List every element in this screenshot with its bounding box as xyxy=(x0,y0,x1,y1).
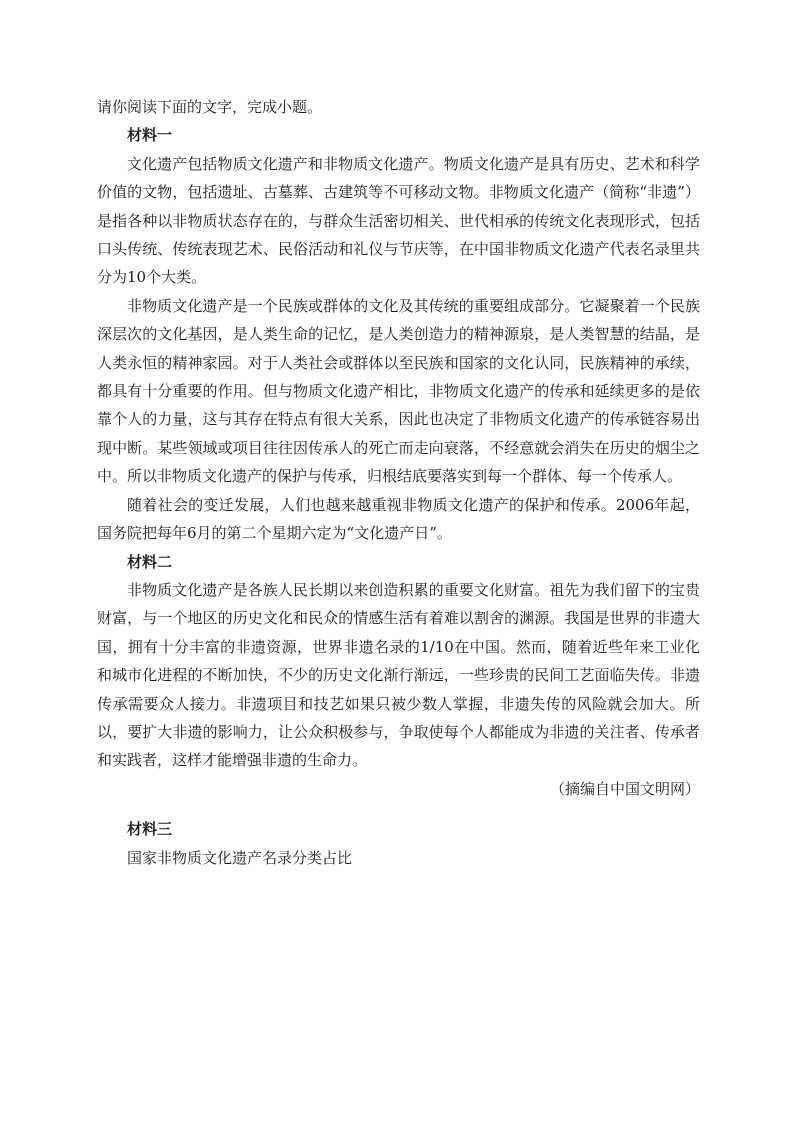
document-content xyxy=(97,93,700,872)
material1-paragraph-3: 随着社会的变迁发展，人们也越来越重视非物质文化遗产的保护和传承。2006年起，国务院把每年6月的第二个星期六定为“文化遗产日”。 xyxy=(97,495,700,543)
material1-paragraph-2: 非物质文化遗产是一个民族或群体的文化及其传统的重要组成部分。它凝聚着一个民族深层次的文化基因，是人类生命的记忆，是人类创造力的精神源泉，是人类智慧的结晶，是人类永恒的精神家园。对于人类社会或群体以至民族和国家的文化认同，民族精神的承续，都具有十分重要的作用。但与物质文化遗产相比，非物质文化遗产的传承和延续更多的是依靠个人的力量，这与其存在特点有很大关系，因此也决定了非物质文化遗产的传承链容易出现中断。某些领域或项目往往因传承人的死亡而走向衰落，不经意就会消失在历史的烟尘之中。所以非物质文化遗产的保护与传承，归根结底要落实到每一个群体、每一个传承人。 xyxy=(97,296,700,486)
material2-source: （摘编自中国文明网） xyxy=(549,779,700,798)
instruction-text: 请你阅读下面的文字，完成小题。 xyxy=(97,98,323,116)
material2-title: 材料二 xyxy=(127,552,173,571)
material2-paragraph-1: 非物质文化遗产是各族人民长期以来创造积累的重要文化财富。祖先为我们留下的宝贵财富，与一个地区的历史文化和民众的情感生活有着难以割舍的渊源。我国是世界的非遗大国，拥有十分丰富的非遗资源，世界非遗名录的1/10在中国。然而，随着近些年来工业化和城市化进程的不断加快，不少的历史文化渐行渐远，一些珍贵的民间工艺面临失传。非遗传承需要众人接力。非遗项目和技艺如果只被少数人掌握，非遗失传的风险就会加大。所以，要扩大非遗的影响力，让公众积极参与，争取使每个人都能成为非遗的关注者、传承者和实践者，这样才能增强非遗的生命力。 xyxy=(97,580,700,770)
section-gap xyxy=(97,803,700,815)
material3-title: 材料三 xyxy=(127,820,173,839)
material3-caption: 国家非物质文化遗产名录分类占比 xyxy=(127,848,353,867)
material1-paragraph-1: 文化遗产包括物质文化遗产和非物质文化遗产。物质文化遗产是具有历史、艺术和科学价值的文物，包括遗址、古墓葬、古建筑等不可移动文物。非物质文化遗产（简称“非遗”）是指各种以非物质状态存在的，与群众生活密切相关、世代相承的传统文化表现形式，包括口头传统、传统表现艺术、民俗活动和礼仪与节庆等，在中国非物质文化遗产代表名录里共分为10个大类。 xyxy=(97,154,700,287)
material1-title: 材料一 xyxy=(127,126,173,145)
